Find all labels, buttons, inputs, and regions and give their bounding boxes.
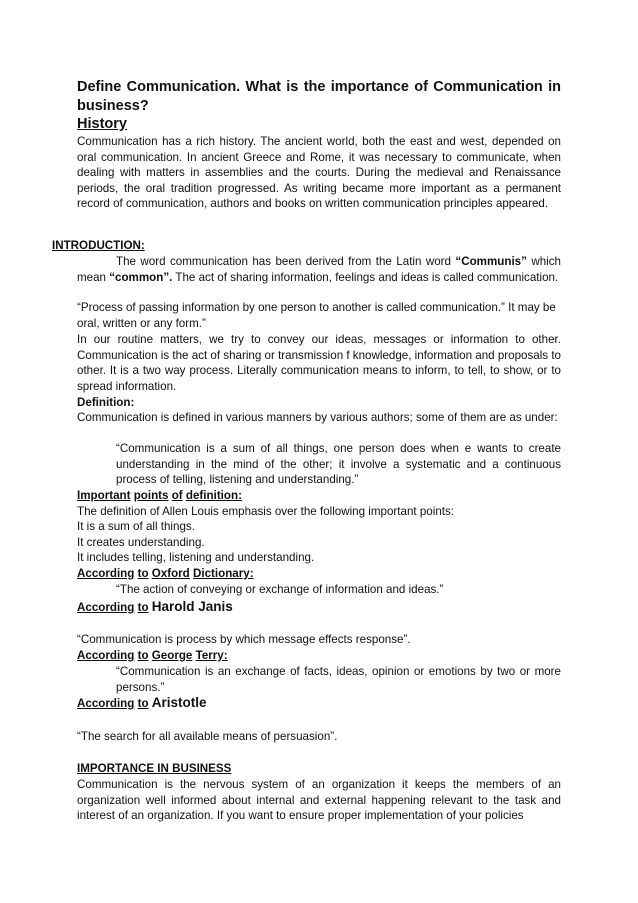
heading-word: definition: — [185, 489, 242, 502]
importance-paragraph: Communication is the nervous system of an organization it keeps the members of an organization well informed about internal and external happening relevant to the task and interest of an organization. If you want to ensure proper implementation of your policies — [77, 778, 561, 823]
heading-word: Oxford — [151, 567, 190, 580]
list-item: It includes telling, listening and understanding. — [77, 551, 315, 564]
heading-word: According — [77, 567, 135, 580]
terry-quote: “Communication is an exchange of facts, ideas, opinion or emotions by two or more persons.” — [116, 665, 561, 694]
important-points-intro: The definition of Allen Louis emphasis over the following important points: — [77, 505, 455, 518]
heading-word: According — [77, 649, 135, 662]
importance-heading: IMPORTANCE IN BUSINESS — [77, 762, 232, 775]
oxford-quote: “The action of conveying or exchange of information and ideas.” — [116, 583, 444, 596]
intro-text-1: The word communication has been derived from the Latin word — [116, 255, 456, 268]
heading-word: George — [151, 649, 193, 662]
aristotle-heading — [77, 695, 561, 712]
heading-word: Terry: — [195, 649, 228, 662]
heading-word: points — [133, 489, 169, 502]
important-points-heading — [77, 488, 561, 504]
history-heading: History — [77, 116, 127, 132]
intro-text-3: The act of sharing information, feelings and ideas is called communication. — [172, 270, 559, 284]
history-paragraph: Communication has a rich history. The ancient world, both the east and west, depended on oral communication. In ancient Greece and Rome, it was necessary to communicate, when dealing with matters in assemblies and the courts. During the medieval and Renaissance periods, the oral tradition progressed. As writing became more important as a permanent record of communication, authors and books on written communication principles appeared. — [77, 135, 561, 211]
heading-word: According — [77, 601, 135, 614]
heading-word: to — [137, 601, 149, 614]
heading-word: Dictionary: — [193, 567, 254, 580]
heading-word: According — [77, 697, 135, 710]
introduction-heading: INTRODUCTION: — [52, 239, 145, 252]
janis-heading — [77, 599, 561, 616]
author-name: Harold Janis — [151, 599, 233, 614]
definition-quote: “Communication is a sum of all things, one person does when e wants to create understanding in the mind of the other; it involve a systematic and a continuous process of telling, listening and understanding.” — [116, 442, 561, 487]
oxford-heading — [77, 566, 561, 582]
term-common: “common”. — [109, 270, 173, 284]
heading-word: Important — [77, 489, 131, 502]
heading-word: to — [137, 649, 149, 662]
heading-word: to — [137, 697, 149, 710]
heading-word: to — [137, 567, 149, 580]
term-communis: “Communis” — [455, 255, 527, 268]
introduction-paragraph-2: “Process of passing information by one person to another is called communication.” It may be oral, written or any form.” — [77, 301, 556, 330]
page-title: Define Communication. What is the importance of Communication in business? — [77, 79, 561, 114]
introduction-paragraph-1 — [77, 254, 561, 285]
list-item: It is a sum of all things. — [77, 520, 195, 533]
list-item: It creates understanding. — [77, 536, 205, 549]
terry-heading — [77, 648, 561, 664]
introduction-paragraph-3: In our routine matters, we try to convey our ideas, messages or information to other. Communication is the act of sharing or transmission f knowledge, information and proposals to other. It is a two way process. Literally communication means to inform, to tell, to show, or to spread information. — [77, 333, 561, 393]
janis-quote: “Communication is process by which message effects response”. — [77, 633, 411, 646]
aristotle-quote: “The search for all available means of persuasion”. — [77, 730, 338, 743]
definition-paragraph: Communication is defined in various manners by various authors; some of them are as under: — [77, 411, 558, 424]
intro-text-2: which mean — [77, 255, 561, 284]
definition-heading: Definition: — [77, 396, 135, 409]
author-name: Aristotle — [151, 695, 207, 710]
heading-word: of — [171, 489, 183, 502]
